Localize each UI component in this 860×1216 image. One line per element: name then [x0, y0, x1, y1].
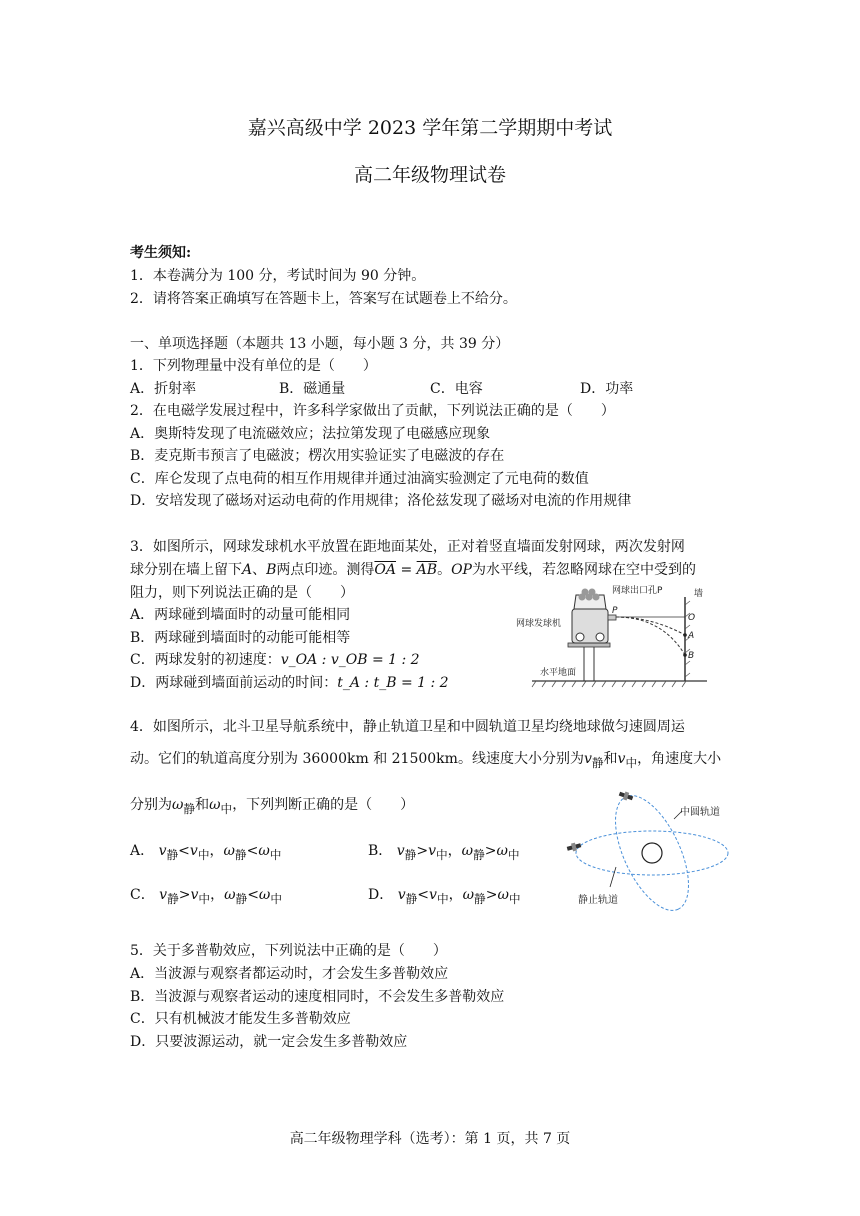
fig-label-outlet: 网球出口孔P	[612, 586, 663, 596]
q4-option-d: D． $v_静<v_中$，$\omega_静>\omega_中$	[368, 887, 521, 906]
q3-tennis-launcher-figure	[512, 585, 712, 695]
q1-option-d: D．功率	[580, 381, 634, 397]
notice-item: 2．请将答案正确填写在答题卡上，答案写在试题卷上不给分。	[130, 291, 517, 307]
q4-stem-line3: 分别为$\omega_静$和$\omega_中$，下列判断正确的是（ ）	[130, 797, 415, 816]
q3-option-c: C．两球发射的初速度：v_OA : v_OB = 1 : 2	[130, 652, 420, 668]
q3-option-a: A．两球碰到墙面时的动量可能相同	[130, 607, 351, 623]
q5-stem: 5．关于多普勒效应，下列说法中正确的是（ ）	[130, 943, 447, 959]
q2-option-c: C．库仑发现了点电荷的相互作用规律并通过油滴实验测定了元电荷的数值	[130, 471, 589, 487]
q2-stem: 2．在电磁学发展过程中，许多科学家做出了贡献，下列说法正确的是（ ）	[130, 403, 615, 419]
q5-option-b: B．当波源与观察者运动的速度相同时，不会发生多普勒效应	[130, 989, 505, 1005]
q1-option-c: C．电容	[430, 381, 483, 397]
fig-label-geo-orbit: 静止轨道	[578, 895, 618, 906]
q3-option-c-formula: v_OA : v_OB = 1 : 2	[280, 652, 420, 668]
q3-stem-line2: 球分别在墙上留下A、B两点印迹。测得$\overline{OA} = \overline{AB}$。OP为水平线，若忽略网球在空中受到的	[130, 562, 696, 578]
exam-title: 嘉兴高级中学 2023 学年第二学期期中考试	[247, 117, 613, 139]
fig-label-launcher: 网球发球机	[516, 619, 562, 629]
q1-option-a: A．折射率	[130, 381, 197, 397]
fig-label-p: P	[612, 606, 618, 616]
notice-item: 1．本卷满分为 100 分，考试时间为 90 分钟。	[130, 268, 426, 284]
q3-stem-line1: 3．如图所示，网球发球机水平放置在距地面某处，正对着竖直墙面发射网球，两次发射网	[130, 539, 685, 555]
q1-option-b: B．磁通量	[279, 381, 346, 397]
fig-label-o: O	[688, 613, 696, 623]
q3-option-d-formula: t_A : t_B = 1 : 2	[337, 675, 449, 691]
q5-option-d: D．只要波源运动，就一定会发生多普勒效应	[130, 1034, 408, 1050]
q1-stem: 1．下列物理量中没有单位的是（ ）	[130, 358, 377, 374]
fig-label-b: B	[688, 651, 695, 661]
q5-option-a: A．当波源与观察者都运动时，才会发生多普勒效应	[130, 966, 449, 982]
q4-stem-line2: 动。它们的轨道高度分别为 36000km 和 21500km。线速度大小分别为$v_静$和$v_中$，角速度大小	[130, 751, 722, 770]
notice-heading: 考生须知:	[130, 245, 192, 261]
q2-option-b: B．麦克斯韦预言了电磁波；楞次用实验证实了电磁波的存在	[130, 448, 505, 464]
q4-option-b: B． $v_静>v_中$，$\omega_静>\omega_中$	[368, 843, 520, 862]
fig-label-wall: 墙	[694, 589, 704, 599]
section-heading: 一、单项选择题（本题共 13 小题，每小题 3 分，共 39 分）	[130, 336, 510, 352]
q2-option-a: A．奥斯特发现了电流磁效应；法拉第发现了电磁感应现象	[130, 426, 491, 442]
q4-option-c: C． $v_静>v_中$，$\omega_静<\omega_中$	[130, 887, 283, 906]
fig-label-a: A	[688, 631, 695, 641]
q3-option-b: B．两球碰到墙面时的动能可能相等	[130, 630, 351, 646]
q2-option-d: D．安培发现了磁场对运动电荷的作用规律；洛伦兹发现了磁场对电流的作用规律	[130, 493, 632, 509]
q3-option-d: D．两球碰到墙面前运动的时间：t_A : t_B = 1 : 2	[130, 675, 449, 691]
q4-option-a: A． $v_静<v_中$，$\omega_静<\omega_中$	[130, 843, 282, 862]
exam-subtitle: 高二年级物理试卷	[353, 164, 506, 186]
page-footer: 高二年级物理学科（选考）：第 1 页，共 7 页	[289, 1131, 571, 1147]
q4-stem-line1: 4．如图所示，北斗卫星导航系统中，静止轨道卫星和中圆轨道卫星均绕地球做匀速圆周运	[130, 719, 685, 735]
q4-satellite-orbit-figure	[556, 785, 736, 915]
q3-stem-line3: 阻力，则下列说法正确的是（ ）	[130, 585, 354, 601]
fig-label-ground: 水平地面	[540, 668, 577, 678]
q5-option-c: C．只有机械波才能发生多普勒效应	[130, 1011, 351, 1027]
fig-label-mid-orbit: 中圆轨道	[680, 807, 720, 818]
